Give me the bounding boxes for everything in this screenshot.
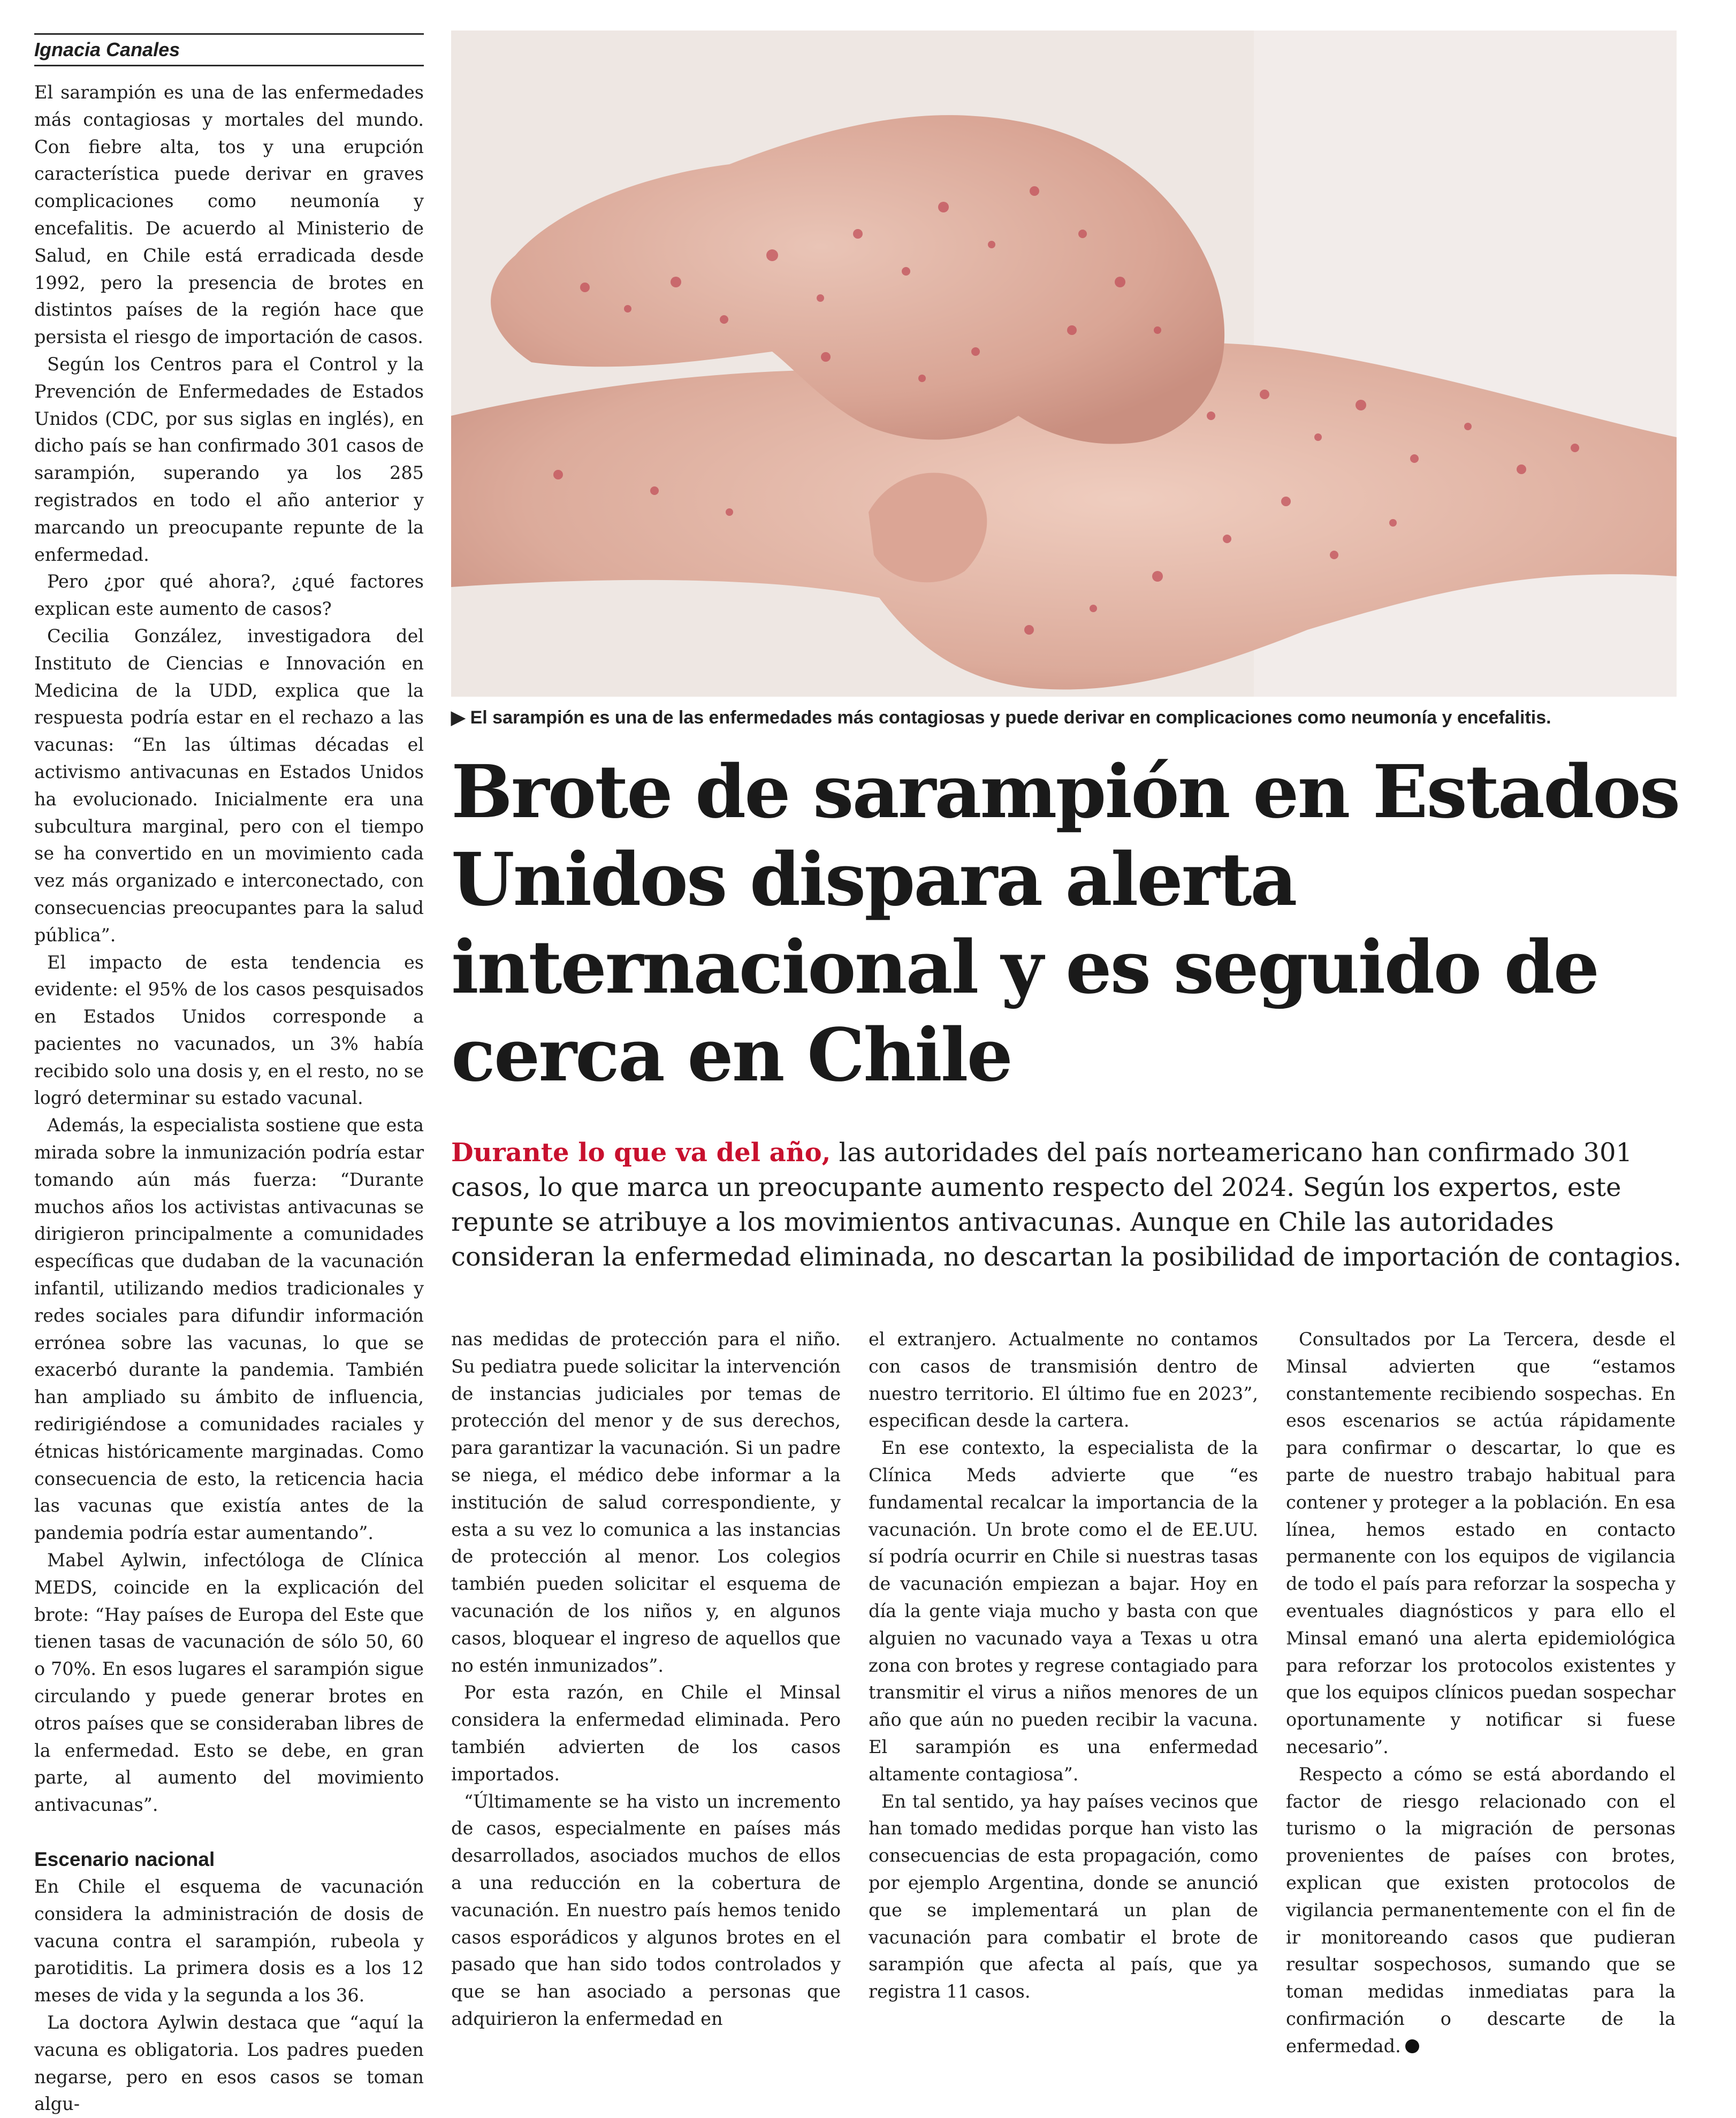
deck <box>451 1136 1682 1275</box>
headline: Brote de sarampión en Estados Unidos dispara alerta internacional y es seguido de cerca en Chile <box>451 749 1679 1098</box>
deck-lead: Durante lo que va del año, <box>451 1138 831 1168</box>
paragraph: En tal sentido, ya hay países vecinos que han tomado medidas porque han visto las consecuencias de esta propagación, como por ejemplo Argentina, donde se anunció que se implementará un plan de vacunación para combatir el brote de sarampión que afecta al país, que ya registra 11 casos. <box>869 1791 1258 2002</box>
hands-with-rash-photo <box>451 31 1677 697</box>
byline-rule <box>34 33 424 66</box>
paragraph-text: Respecto a cómo se está abordando el factor de riesgo relacionado con el turismo o la migración de personas provenientes de países con brotes, explican que existen protocolos de vigilancia permanentemente con el fin de ir monitoreando casos que pudieran resultar sospechosos, sumando que se toman medidas inmediatas para la confirmación o descarte de la enfermedad. <box>1286 1763 1676 2056</box>
article-column-1 <box>34 79 424 2118</box>
subhead: Escenario nacional <box>34 1848 215 1870</box>
paragraph: Según los Centros para el Control y la Prevención de Enfermedades de Estados Unidos (CDC, por sus siglas en inglés), en dicho país se han confirmado 301 casos de sarampión, superando ya los 285 registrados en todo el año anterior y marcando un preocupante repunte de la enfermedad. <box>34 353 424 565</box>
paragraph: el extranjero. Actualmente no contamos con casos de transmisión dentro de nuestro territorio. El último fue en 2023”, especifican desde la cartera. <box>869 1329 1258 1431</box>
caption-arrow-icon: ▶ <box>451 707 466 728</box>
paragraph: La doctora Aylwin destaca que “aquí la vacuna es obligatoria. Los padres pueden negarse, pero en esos casos se toman algu- <box>34 2012 424 2115</box>
paragraph: Por esta razón, en Chile el Minsal considera la enfermedad eliminada. Pero también advierten de los casos importados. <box>451 1682 841 1785</box>
article-column-4 <box>1286 1326 1676 2060</box>
paragraph: Además, la especialista sostiene que esta mirada sobre la inmunización podría estar tomando aún más fuerza: “Durante muchos años los activistas antivacunas se dirigieron principalmente a comunidades específicas que dudaban de la vacunación infantil, utilizando medios tradicionales y redes sociales para difundir información errónea sobre las vacunas, lo que se exacerbó durante la pandemia. También han ampliado su ámbito de influencia, redirigiéndose a comunidades raciales y étnicas históricamente marginadas. Como consecuencia de esto, la reticencia hacia las vacunas que existía antes de la pandemia podría estar aumentando”. <box>34 1115 424 1544</box>
byline: Ignacia Canales <box>34 39 180 60</box>
paragraph: El impacto de esta tendencia es evidente: el 95% de los casos pesquisados en Estados Unidos corresponde a pacientes no vacunados, un 3% había recibido solo una dosis y, en el resto, no se logró determinar su estado vacunal. <box>34 951 424 1109</box>
caption-text: El sarampión es una de las enfermedades más contagiosas y puede derivar en complicaciones como neumonía y encefalitis. <box>470 707 1551 728</box>
deck-text: las autoridades del país norteamericano han confirmado 301 casos, lo que marca un preocupante aumento respecto del 2024. Según los expertos, este repunte se atribuye a los movimientos antivacunas. Aunque en Chile las autoridades consideran la enfermedad eliminada, no descartan la posibilidad de importación de contagios. <box>451 1138 1682 1272</box>
paragraph: Consultados por La Tercera, desde el Minsal advierten que “estamos constantemente recibiendo sospechas. En esos escenarios se actúa rápidamente para confirmar o descartar, lo que es parte de nuestro trabajo habitual para contener y proteger a la población. En esa línea, hemos estado en contacto permanente con los equipos de vigilancia de todo el país para reforzar la sospecha y eventuales diagnósticos y para ello el Minsal emanó una alerta epidemiológica para reforzar los protocolos existentes y que los equipos clínicos puedan sospechar oportunamente y notificar si fuese necesario”. <box>1286 1329 1676 1757</box>
article-photo <box>451 31 1677 697</box>
article-column-2 <box>451 1326 841 2033</box>
end-of-article-icon <box>1405 2039 1419 2053</box>
paragraph: En ese contexto, la especialista de la Clínica Meds advierte que “es fundamental recalcar la importancia de la vacunación. Un brote como el de EE.UU. sí podría ocurrir en Chile si nuestras tasas de vacunación empiezan a bajar. Hoy en día la gente viaja mucho y basta con que alguien no vacunado vaya a Texas u otra zona con brotes y regrese contagiado para transmitir el virus a niños menores de un año que aún no pueden recibir la vacuna. El sarampión es una enfermedad altamente contagiosa”. <box>869 1437 1258 1785</box>
paragraph: El sarampión es una de las enfermedades más contagiosas y mortales del mundo. Con fiebre alta, tos y una erupción característica puede derivar en graves complicaciones como neumonía y encefalitis. De acuerdo al Ministerio de Salud, en Chile está erradicada desde 1992, pero la presencia de brotes en distintos países de la región hace que persista el riesgo de importación de casos. <box>34 82 424 348</box>
photo-caption <box>451 706 1551 729</box>
article-column-3 <box>869 1326 1258 2006</box>
paragraph <box>1286 1761 1676 2060</box>
paragraph: Cecilia González, investigadora del Instituto de Ciencias e Innovación en Medicina de la UDD, explica que la respuesta podría estar en el rechazo a las vacunas: “En las últimas décadas el activismo antivacunas en Estados Unidos ha evolucionado. Inicialmente era una subcultura marginal, pero con el tiempo se ha convertido en un movimiento cada vez más organizado e interconectado, con consecuencias preocupantes para la salud pública”. <box>34 625 424 946</box>
paragraph: En Chile el esquema de vacunación considera la administración de dosis de vacuna contra el sarampión, rubeola y parotiditis. La primera dosis es a los 12 meses de vida y la segunda a los 36. <box>34 1876 424 2006</box>
paragraph: Pero ¿por qué ahora?, ¿qué factores explican este aumento de casos? <box>34 571 424 620</box>
paragraph: Mabel Aylwin, infectóloga de Clínica MEDS, coincide en la explicación del brote: “Hay países de Europa del Este que tienen tasas de vacunación de sólo 50, 60 o 70%. En esos lugares el sarampión sigue circulando y puede generar brotes en otros países que se consideraban libres de la enfermedad. Esto se debe, en gran parte, al aumento del movimiento antivacunas”. <box>34 1550 424 1816</box>
paragraph: nas medidas de protección para el niño. Su pediatra puede solicitar la intervención de instancias judiciales por temas de protección del menor y de sus derechos, para garantizar la vacunación. Si un padre se niega, el médico debe informar a la institución de salud correspondiente, y esta a su vez lo comunica a las instancias de protección al menor. Los colegios también pueden solicitar el esquema de vacunación de los niños y, en algunos casos, bloquear el ingreso de aquellos que no estén inmunizados”. <box>451 1329 841 1676</box>
paragraph: “Últimamente se ha visto un incremento de casos, especialmente en países más desarrollados, asociados muchos de ellos a una reducción en la cobertura de vacunación. En nuestro país hemos tenido casos esporádicos y algunos brotes en el pasado que han sido todos controlados y que se han asociado a personas que adquirieron la enfermedad en <box>451 1791 841 2029</box>
